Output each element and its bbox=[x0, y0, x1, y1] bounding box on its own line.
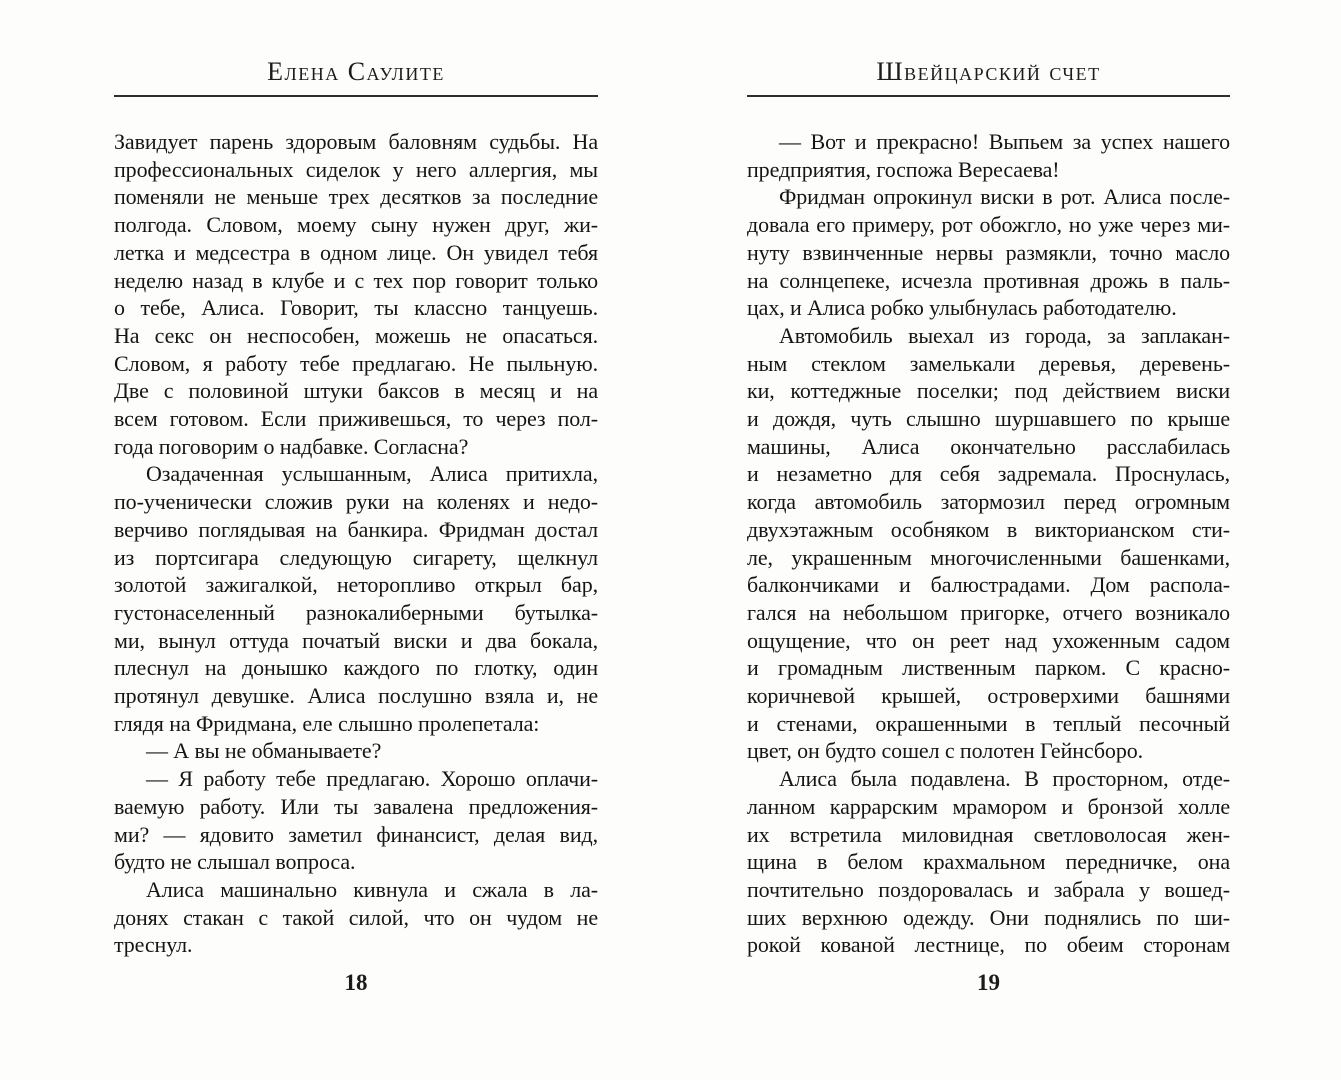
text-line: и громадным лиственным парком. С красно- bbox=[747, 655, 1230, 681]
text-line: поменяли не меньше трех десятков за последние bbox=[114, 184, 598, 210]
text-line: Автомобиль выехал из города, за заплакан- bbox=[779, 322, 1230, 348]
text-line: машины, Алиса окончательно расслабилась bbox=[747, 433, 1230, 459]
text-line: протянул девушке. Алиса послушно взяла и, не bbox=[114, 683, 598, 709]
text-line: На секс он неспособен, можешь не опасаться. bbox=[114, 322, 598, 348]
text-line: цвет, он будто сошел с полотен Гейнсборо. bbox=[747, 738, 1144, 764]
text-line: и дождя, чуть слышно шуршавшего по крыше bbox=[747, 406, 1230, 432]
text-line: ки, коттеджные поселки; под действием виски bbox=[747, 378, 1230, 404]
text-line: Алиса машинально кивнула и сжала в ла- bbox=[146, 876, 598, 902]
text-line: ле, украшенным многочисленными башенками, bbox=[747, 544, 1230, 570]
text-line: коричневой крышей, островерхими башнями bbox=[747, 683, 1230, 709]
text-line: ми, вынул оттуда початый виски и два бокала, bbox=[114, 627, 598, 653]
text-line: балкончиками и балюстрадами. Дом распола- bbox=[747, 572, 1230, 598]
text-line: ощущение, что он реет над ухоженным садом bbox=[747, 627, 1230, 653]
text-line: — Я работу тебе предлагаю. Хорошо оплачи- bbox=[146, 766, 598, 792]
text-line: ным стеклом замелькали деревья, деревень- bbox=[747, 350, 1230, 376]
text-line: щина в белом крахмальном передничке, она bbox=[747, 849, 1230, 875]
text-line: профессиональных сиделок у него аллергия, мы bbox=[114, 156, 598, 182]
text-line: Фридман опрокинул виски в рот. Алиса после- bbox=[779, 184, 1230, 210]
text-line: ми? — ядовито заметил финансист, делая вид, bbox=[114, 821, 598, 847]
text-line: всем готовом. Если приживешься, то через пол- bbox=[114, 406, 598, 432]
text-line: рокой кованой лестнице, по обеим сторонам bbox=[747, 932, 1230, 958]
text-line: и стенами, окрашенными в теплый песочный bbox=[747, 710, 1230, 736]
text-line: цах, и Алиса робко улыбнулась работодателю. bbox=[747, 295, 1177, 321]
page-number: 18 bbox=[344, 970, 368, 995]
text-line: будто не слышал вопроса. bbox=[114, 849, 356, 875]
page-body-text bbox=[114, 128, 598, 959]
text-line: нуту взвинченные нервы размякли, точно масло bbox=[747, 239, 1230, 265]
text-line: Две с половиной штуки баксов в месяц и на bbox=[114, 378, 598, 404]
page-right bbox=[747, 0, 1230, 1080]
text-line: их встретила миловидная светловолосая жен- bbox=[747, 821, 1230, 847]
text-line: золотой зажигалкой, неторопливо открыл бар, bbox=[114, 572, 598, 598]
text-line: по-ученически сложив руки на коленях и недо- bbox=[114, 489, 598, 515]
page-left bbox=[114, 0, 598, 1080]
text-line: о тебе, Алиса. Говорит, ты классно танцуешь. bbox=[114, 295, 598, 321]
text-line: глядя на Фридмана, еле слышно пролепетала: bbox=[114, 710, 540, 736]
page-body-text bbox=[747, 128, 1230, 959]
text-line: ланном каррарским мрамором и бронзой холле bbox=[747, 793, 1230, 819]
text-line: Алиса была подавлена. В просторном, отде- bbox=[779, 766, 1230, 792]
header-rule bbox=[114, 95, 598, 97]
text-line: верчиво поглядывая на банкира. Фридман достал bbox=[114, 516, 598, 542]
text-line: — Вот и прекрасно! Выпьем за успех нашего bbox=[779, 129, 1230, 154]
text-line: Озадаченная услышанным, Алиса притихла, bbox=[146, 461, 598, 487]
header-rule bbox=[747, 95, 1230, 97]
running-header-author: Елена Саулите bbox=[267, 57, 445, 86]
text-line: Завидует парень здоровым баловням судьбы. На bbox=[114, 129, 598, 154]
text-line: ших верхнюю одежду. Они поднялись по ши- bbox=[747, 904, 1230, 930]
text-line: густонаселенный разнокалиберными бутылка- bbox=[114, 599, 598, 625]
text-line: гался на небольшом пригорке, отчего возникало bbox=[747, 599, 1230, 625]
text-line: донях стакан с такой силой, что он чудом не bbox=[114, 904, 598, 930]
text-line: полгода. Словом, моему сыну нужен друг, жи- bbox=[114, 212, 598, 238]
text-line: ваемую работу. Или ты завалена предложения- bbox=[114, 793, 598, 819]
text-line: довала его примеру, рот обожгло, но уже через ми- bbox=[747, 212, 1230, 238]
running-header-title: Швейцарский счет bbox=[876, 57, 1101, 86]
text-line: неделю назад в клубе и с тех пор говорит только bbox=[114, 267, 598, 293]
text-line: почтительно поздоровалась и забрала у вошед- bbox=[747, 876, 1230, 902]
text-line: летка и медсестра в одном лице. Он увидел тебя bbox=[114, 239, 598, 265]
text-line: и незаметно для себя задремала. Проснулась, bbox=[747, 461, 1230, 487]
text-line: треснул. bbox=[114, 932, 193, 958]
text-line: — А вы не обманываете? bbox=[146, 738, 382, 764]
text-line: плеснул на донышко каждого по глотку, один bbox=[114, 655, 598, 681]
text-line: Словом, я работу тебе предлагаю. Не пыльную. bbox=[114, 350, 598, 376]
text-line: двухэтажным особняком в викторианском сти- bbox=[747, 516, 1230, 542]
text-line: на солнцепеке, исчезла противная дрожь в паль- bbox=[747, 267, 1230, 293]
text-line: предприятия, госпожа Вересаева! bbox=[747, 156, 1060, 182]
text-line: из портсигара следующую сигарету, щелкнул bbox=[114, 544, 598, 570]
text-line: года поговорим о надбавке. Согласна? bbox=[114, 433, 469, 459]
text-line: когда автомобиль затормозил перед огромным bbox=[747, 489, 1230, 515]
page-number: 19 bbox=[977, 970, 1000, 995]
